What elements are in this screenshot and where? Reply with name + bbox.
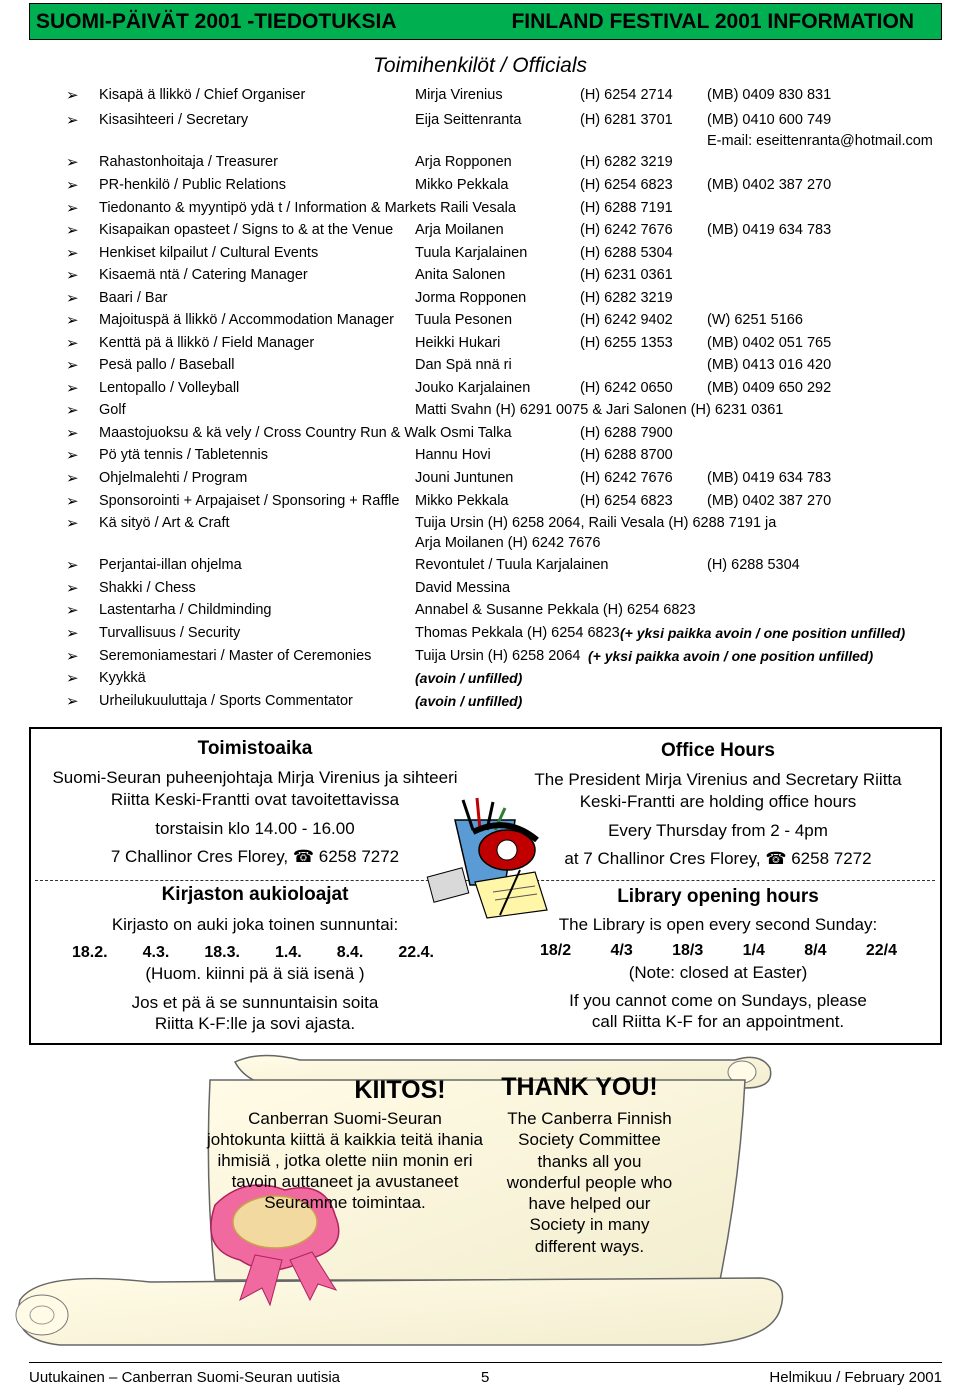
library-dates-fi	[72, 944, 434, 962]
official-row	[0, 86, 960, 108]
library-date: 22/4	[865, 942, 897, 959]
library-text-en-2: If you cannot come on Sundays, please	[569, 991, 867, 1010]
official-role: Urheilukuuluttaja / Sports Commentator	[99, 693, 353, 709]
official-home-phone: (H) 6242 7676	[580, 470, 673, 486]
bullet-arrow-icon: ➢	[66, 580, 79, 597]
official-home-phone: (H) 6242 0650	[580, 380, 673, 396]
official-name: Jouko Karjalainen	[415, 380, 531, 396]
official-home-phone: (H) 6288 7900	[580, 425, 673, 441]
official-name: Arja Moilanen	[415, 222, 504, 238]
official-row	[0, 334, 960, 356]
official-role: Golf	[99, 402, 126, 418]
official-mobile-phone: (MB) 0419 634 783	[707, 222, 832, 238]
official-row	[0, 624, 960, 646]
library-date: 18/2	[540, 942, 572, 959]
official-role: Pö ytä tennis / Tabletennis	[99, 447, 269, 463]
official-role: Perjantai-illan ohjelma	[99, 557, 242, 573]
official-role: Pesä pallo / Baseball	[99, 357, 235, 373]
official-row	[0, 356, 960, 378]
official-home-phone: (H) 6282 3219	[580, 154, 673, 170]
office-hours-time-fi: torstaisin klo 14.00 - 16.00	[155, 819, 355, 838]
office-address-en: at 7 Challinor Cres Florey, ☎ 6258 7272	[564, 849, 872, 868]
bullet-arrow-icon: ➢	[66, 470, 79, 487]
thanks-line: different ways.	[534, 1236, 645, 1256]
library-title-fi: Kirjaston aukioloajat	[161, 884, 349, 905]
bullet-arrow-icon: ➢	[66, 312, 79, 329]
thanks-line: The Canberra Finnish	[507, 1109, 672, 1128]
official-row	[0, 311, 960, 333]
official-row	[0, 266, 960, 288]
header-title-fi: SUOMI-PÄIVÄT 2001 -TIEDOTUKSIA	[36, 9, 397, 33]
official-row	[0, 446, 960, 468]
bullet-arrow-icon: ➢	[66, 290, 79, 307]
office-hours-text-fi-1: Suomi-Seuran puheenjohtaja Mirja Virenius ja sihteeri	[52, 768, 458, 787]
official-name: Matti Svahn (H) 6291 0075 & Jari Salonen (H) 6231 0361	[415, 402, 784, 418]
bullet-arrow-icon: ➢	[66, 493, 79, 510]
thanks-text-en	[492, 1108, 687, 1257]
official-role: Turvallisuus / Security	[99, 625, 241, 641]
library-date: 1.4.	[274, 944, 302, 961]
official-role: PR-henkilö / Public Relations	[99, 177, 286, 193]
library-date: 18/3	[672, 942, 704, 959]
office-hours-time-en: Every Thursday from 2 - 4pm	[608, 821, 828, 840]
thanks-line: Seuramme toimintaa.	[264, 1193, 426, 1212]
header-title-en: FINLAND FESTIVAL 2001 INFORMATION	[511, 9, 914, 33]
thanks-title-en: THANK YOU!	[501, 1073, 658, 1101]
bullet-arrow-icon: ➢	[66, 112, 79, 129]
official-note: (avoin / unfilled)	[415, 670, 523, 686]
official-home-phone: (H) 6281 3701	[580, 112, 673, 128]
official-email: E-mail: eseittenranta@hotmail.com	[707, 133, 933, 149]
official-name: Tuija Ursin (H) 6258 2064	[415, 648, 581, 664]
bullet-arrow-icon: ➢	[66, 87, 79, 104]
office-hours-text-en-1: The President Mirja Virenius and Secretary Riitta	[534, 770, 902, 789]
library-text-fi-1: Kirjasto on auki joka toinen sunnuntai:	[111, 915, 399, 934]
thanks-line: tavoin auttaneet ja avustaneet	[231, 1172, 459, 1191]
bullet-arrow-icon: ➢	[66, 267, 79, 284]
official-mobile-phone: (MB) 0402 387 270	[707, 177, 832, 193]
official-name: Heikki Hukari	[415, 335, 501, 351]
official-role: Lastentarha / Childminding	[99, 602, 272, 618]
official-role: Kisapaikan opasteet / Signs to & at the Venue	[99, 222, 394, 238]
official-mobile-phone: (MB) 0410 600 749	[707, 112, 832, 128]
officials-title: Toimihenkilöt / Officials	[373, 54, 587, 77]
official-row	[0, 669, 960, 691]
library-text-fi-3: Riitta K-F:lle ja sovi ajasta.	[154, 1014, 356, 1033]
official-name: Mikko Pekkala	[415, 177, 509, 193]
official-note: (+ yksi paikka avoin / one position unfilled)	[620, 625, 906, 641]
official-home-phone: (H) 6288 8700	[580, 447, 673, 463]
official-role: Rahastonhoitaja / Treasurer	[99, 154, 278, 170]
official-mobile-phone: (MB) 0402 051 765	[707, 335, 832, 351]
official-row	[0, 176, 960, 198]
office-hours-title-fi: Toimistoaika	[197, 738, 313, 759]
official-home-phone: (H) 6242 9402	[580, 312, 673, 328]
official-home-phone: (H) 6242 7676	[580, 222, 673, 238]
bullet-arrow-icon: ➢	[66, 245, 79, 262]
official-name: Thomas Pekkala (H) 6254 6823	[415, 625, 620, 641]
thanks-line: have helped our	[528, 1194, 651, 1214]
official-note: (+ yksi paikka avoin / one position unfilled)	[588, 648, 874, 664]
library-text-en-3: call Riitta K-F for an appointment.	[591, 1012, 845, 1031]
bullet-arrow-icon: ➢	[66, 670, 79, 687]
official-row	[0, 424, 960, 446]
official-home-phone: (H) 6231 0361	[580, 267, 673, 283]
official-role: Shakki / Chess	[99, 580, 196, 596]
library-dates-en	[540, 942, 897, 960]
official-role: Baari / Bar	[99, 290, 168, 306]
official-name: Eija Seittenranta	[415, 112, 522, 128]
official-mobile-phone: (MB) 0402 387 270	[707, 493, 832, 509]
official-role: Kisapä ä llikkö / Chief Organiser	[99, 87, 306, 103]
library-title-en: Library opening hours	[617, 886, 819, 907]
library-text-fi-2: Jos et pä ä se sunnuntaisin soita	[131, 993, 379, 1012]
thanks-title-fi: KIITOS!	[354, 1076, 446, 1104]
footer-date: Helmikuu / February 2001	[769, 1369, 942, 1386]
bullet-arrow-icon: ➢	[66, 380, 79, 397]
bullet-arrow-icon: ➢	[66, 515, 79, 532]
official-role: Majoituspä ä llikkö / Accommodation Manager	[99, 312, 394, 328]
official-mobile-phone: (MB) 0419 634 783	[707, 470, 832, 486]
thanks-line: thanks all you	[537, 1151, 642, 1171]
official-home-phone: (H) 6288 7191	[580, 200, 673, 216]
bullet-arrow-icon: ➢	[66, 222, 79, 239]
official-note: (avoin / unfilled)	[415, 693, 523, 709]
official-role: Henkiset kilpailut / Cultural Events	[99, 245, 319, 261]
official-mobile-phone: (H) 6288 5304	[707, 557, 800, 573]
official-home-phone: (H) 6254 6823	[580, 177, 673, 193]
library-date: 8/4	[804, 942, 827, 959]
bullet-arrow-icon: ➢	[66, 357, 79, 374]
official-row	[0, 469, 960, 491]
thanks-line: johtokunta kiittä ä kaikkia teitä ihania	[207, 1130, 483, 1149]
bullet-arrow-icon: ➢	[66, 154, 79, 171]
library-date: 4/3	[610, 942, 633, 959]
official-mobile-phone: (MB) 0409 650 292	[707, 380, 832, 396]
thanks-text-fi	[190, 1108, 500, 1213]
library-date: 8.4.	[336, 944, 364, 961]
official-row	[0, 221, 960, 243]
official-role: Kä sityö / Art & Craft	[99, 515, 230, 531]
footer-publication: Uutukainen – Canberran Suomi-Seuran uutisia	[29, 1369, 341, 1386]
official-home-phone: (H) 6288 5304	[580, 245, 673, 261]
bullet-arrow-icon: ➢	[66, 693, 79, 710]
official-name: Tuula Pesonen	[415, 312, 513, 328]
official-role: Kisaemä ntä / Catering Manager	[99, 267, 308, 283]
office-hours-title-en: Office Hours	[660, 740, 776, 761]
thanks-line: Canberran Suomi-Seuran	[248, 1109, 442, 1128]
thanks-line: Society Committee	[518, 1130, 661, 1150]
official-role: Kenttä pä ä llikkö / Field Manager	[99, 335, 315, 351]
thanks-line: wonderful people who	[506, 1172, 673, 1192]
bullet-arrow-icon: ➢	[66, 402, 79, 419]
official-name: David Messina	[415, 580, 511, 596]
thanks-line: ihmisiä , jotka olette niin monin eri	[217, 1151, 473, 1170]
official-row	[0, 244, 960, 266]
official-name: Tuija Ursin (H) 6258 2064, Raili Vesala (H) 6288 7191 ja	[415, 515, 777, 531]
official-name: Dan Spä nnä ri	[415, 357, 512, 373]
thanks-line: Society in many	[529, 1215, 650, 1235]
official-role: Sponsorointi + Arpajaiset / Sponsoring + Raffle	[99, 493, 400, 509]
official-home-phone: (H) 6254 6823	[580, 493, 673, 509]
official-role: Kisasihteeri / Secretary	[99, 112, 249, 128]
official-name: Jorma Ropponen	[415, 290, 527, 306]
bullet-arrow-icon: ➢	[66, 625, 79, 642]
official-name: Arja Ropponen	[415, 154, 512, 170]
official-role: Ohjelmalehti / Program	[99, 470, 248, 486]
official-row	[0, 199, 960, 221]
official-name: Hannu Hovi	[415, 447, 491, 463]
official-mobile-phone: (W) 6251 5166	[707, 312, 803, 328]
office-hours-text-en-2: Keski-Frantti are holding office hours	[579, 792, 857, 811]
bullet-arrow-icon: ➢	[66, 200, 79, 217]
official-row	[0, 601, 960, 623]
official-row	[0, 579, 960, 601]
bullet-arrow-icon: ➢	[66, 335, 79, 352]
official-row	[0, 401, 960, 423]
official-row	[0, 692, 960, 714]
official-name: Tuula Karjalainen	[415, 245, 528, 261]
official-row	[0, 111, 960, 149]
library-date: 18.2.	[72, 944, 108, 961]
official-role: Maastojuoksu & kä vely / Cross Country Run & Walk Osmi Talka	[99, 425, 512, 441]
official-name: Annabel & Susanne Pekkala (H) 6254 6823	[415, 602, 696, 618]
bullet-arrow-icon: ➢	[66, 447, 79, 464]
official-role: Tiedonanto & myyntipö ydä t / Information & Markets Raili Vesala	[99, 200, 516, 216]
official-row	[0, 379, 960, 401]
official-home-phone: (H) 6282 3219	[580, 290, 673, 306]
bullet-arrow-icon: ➢	[66, 602, 79, 619]
library-date: 4.3.	[142, 944, 170, 961]
footer-page-number: 5	[481, 1369, 490, 1386]
office-address-fi: 7 Challinor Cres Florey, ☎ 6258 7272	[110, 847, 400, 866]
official-mobile-phone: (MB) 0413 016 420	[707, 357, 832, 373]
official-home-phone: (H) 6254 2714	[580, 87, 673, 103]
library-date: 1/4	[742, 942, 765, 959]
library-note-en: (Note: closed at Easter)	[628, 963, 808, 982]
library-note-fi: (Huom. kiinni pä ä siä isenä )	[145, 964, 365, 983]
office-hours-text-fi-2: Riitta Keski-Frantti ovat tavoitettavissa	[110, 790, 400, 809]
official-row	[0, 289, 960, 311]
official-row	[0, 647, 960, 669]
official-name: Arja Moilanen (H) 6242 7676	[415, 535, 601, 551]
official-name: Anita Salonen	[415, 267, 506, 283]
page-footer	[29, 1362, 942, 1389]
official-name: Mikko Pekkala	[415, 493, 509, 509]
official-row	[0, 556, 960, 578]
library-text-en-1: The Library is open every second Sunday:	[558, 915, 878, 934]
official-mobile-phone: (MB) 0409 830 831	[707, 87, 832, 103]
official-role: Lentopallo / Volleyball	[99, 380, 240, 396]
official-home-phone: (H) 6255 1353	[580, 335, 673, 351]
official-name: Mirja Virenius	[415, 87, 503, 103]
official-role: Seremoniamestari / Master of Ceremonies	[99, 648, 372, 664]
official-role: Kyykkä	[99, 670, 146, 686]
library-date: 22.4.	[398, 944, 434, 961]
library-date: 18.3.	[204, 944, 240, 961]
official-row	[0, 514, 960, 551]
bullet-arrow-icon: ➢	[66, 557, 79, 574]
official-name: Revontulet / Tuula Karjalainen	[415, 557, 609, 573]
bullet-arrow-icon: ➢	[66, 177, 79, 194]
official-row	[0, 153, 960, 175]
bullet-arrow-icon: ➢	[66, 425, 79, 442]
page-header	[29, 3, 942, 40]
official-name: Jouni Juntunen	[415, 470, 514, 486]
official-row	[0, 492, 960, 514]
bullet-arrow-icon: ➢	[66, 648, 79, 665]
